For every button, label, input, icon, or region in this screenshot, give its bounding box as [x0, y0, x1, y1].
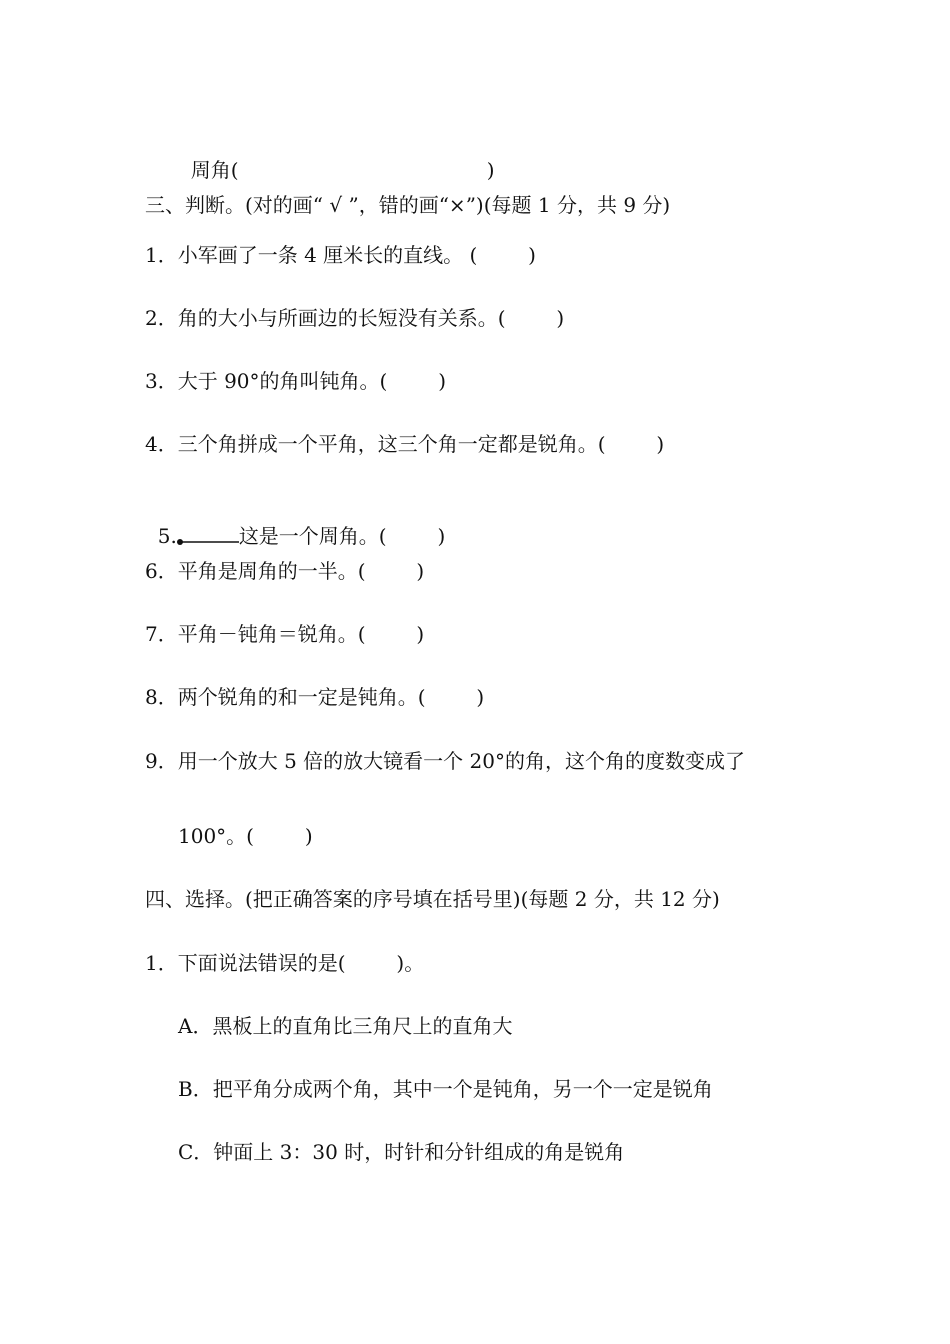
prev-item-close-paren: ) [486, 158, 495, 182]
section3-heading: 三、判断。(对的画“ √ ”，错的画“×”)(每题 1 分，共 9 分) [145, 193, 671, 217]
judge-item-3: 3．大于 90°的角叫钝角。( ) [145, 369, 446, 393]
judge-item-9: 9．用一个放大 5 倍的放大镜看一个 20°的角，这个角的度数变成了 [145, 749, 745, 773]
choice-option-c: C．钟面上 3：30 时，时针和分针组成的角是锐角 [178, 1140, 625, 1164]
judge-item-6: 6．平角是周角的一半。( ) [145, 559, 425, 583]
choice-option-b: B．把平角分成两个角，其中一个是钝角，另一个一定是锐角 [178, 1077, 713, 1101]
prev-item-blank-close [474, 128, 495, 184]
judge-item-8: 8．两个锐角的和一定是钝角。( ) [145, 685, 485, 709]
judge-item-9-continuation: 100°。( ) [178, 824, 313, 848]
prev-item-zhoujiao [178, 128, 239, 184]
section4-heading: 四、选择。(把正确答案的序号填在括号里)(每题 2 分，共 12 分) [145, 887, 720, 911]
judge-item-1: 1．小军画了一条 4 厘米长的直线。 ( ) [145, 243, 536, 267]
choice-option-a: A．黑板上的直角比三角尺上的直角大 [178, 1014, 513, 1038]
judge-item-5-text: 这是一个周角。( ) [238, 524, 446, 548]
judge-item-5-number: 5. [157, 524, 177, 548]
judge-item-7: 7．平角－钝角＝锐角。( ) [145, 622, 425, 646]
judge-item-4: 4．三个角拼成一个平角，这三个角一定都是锐角。( ) [145, 432, 665, 456]
judge-item-2: 2．角的大小与所画边的长短没有关系。( ) [145, 306, 565, 330]
choice-question-1: 1．下面说法错误的是( )。 [145, 951, 425, 975]
judge-item-5 [145, 494, 445, 550]
prev-item-label: 周角( [190, 158, 239, 182]
ray-figure [177, 527, 239, 547]
